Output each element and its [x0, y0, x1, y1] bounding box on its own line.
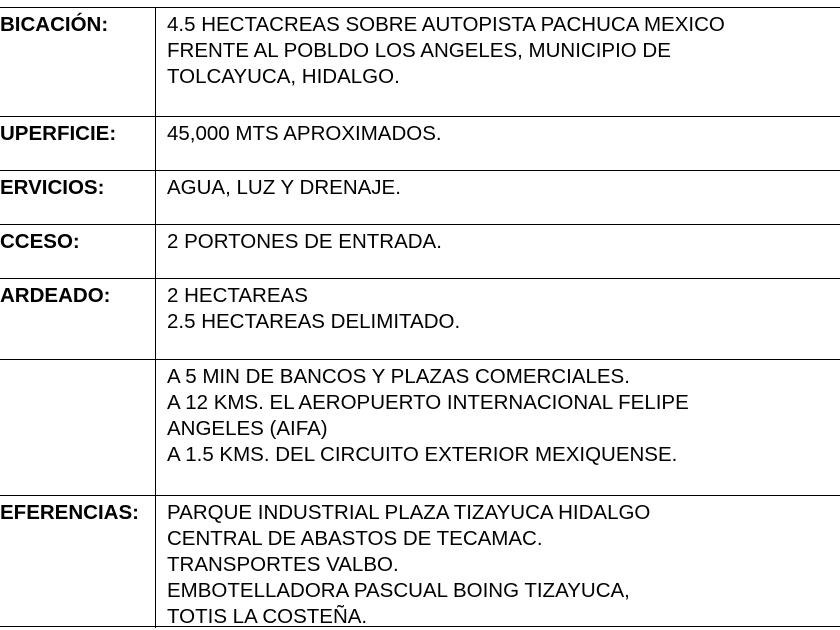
- value-line: 45,000 MTS APROXIMADOS.: [167, 122, 442, 145]
- row-value: [156, 117, 840, 170]
- value-line: 2 HECTAREAS: [167, 284, 308, 307]
- value-line: TOLCAYUCA, HIDALGO.: [167, 65, 400, 88]
- row-label: [0, 360, 156, 495]
- row-label: CCESO:: [0, 225, 156, 278]
- value-line: 2.5 HECTAREAS DELIMITADO.: [167, 310, 461, 333]
- table-row-ubicacion: [0, 8, 840, 117]
- value-line: CENTRAL DE ABASTOS DE TECAMAC.: [167, 527, 543, 550]
- row-label: UPERFICIE:: [0, 117, 156, 170]
- row-label: ERVICIOS:: [0, 171, 156, 224]
- row-label: EFERENCIAS:: [0, 496, 156, 628]
- value-line: A 1.5 KMS. DEL CIRCUITO EXTERIOR MEXIQUENSE.: [167, 443, 678, 466]
- table-row-superficie: [0, 117, 840, 171]
- table-row-bardeado: [0, 279, 840, 360]
- value-line: 4.5 HECTACREAS SOBRE AUTOPISTA PACHUCA MEXICO: [167, 13, 725, 36]
- row-label: BICACIÓN:: [0, 8, 156, 116]
- table-row-servicios: [0, 171, 840, 225]
- row-value: [156, 225, 840, 278]
- value-line: FRENTE AL POBLDO LOS ANGELES, MUNICIPIO DE: [167, 39, 671, 62]
- value-line: 2 PORTONES DE ENTRADA.: [167, 230, 442, 253]
- row-label: ARDEADO:: [0, 279, 156, 359]
- row-value: [156, 171, 840, 224]
- value-line: ANGELES (AIFA): [167, 417, 328, 440]
- value-line: TRANSPORTES VALBO.: [167, 553, 399, 576]
- value-line: AGUA, LUZ Y DRENAJE.: [167, 176, 401, 199]
- value-line: EMBOTELLADORA PASCUAL BOING TIZAYUCA,: [167, 579, 630, 602]
- table-row-referencias: [0, 496, 840, 628]
- row-value: [156, 279, 840, 359]
- property-info-table: [0, 7, 840, 627]
- row-value: [156, 8, 840, 116]
- value-line: PARQUE INDUSTRIAL PLAZA TIZAYUCA HIDALGO: [167, 501, 651, 524]
- table-row-acceso: [0, 225, 840, 279]
- value-line: A 5 MIN DE BANCOS Y PLAZAS COMERCIALES.: [167, 365, 630, 388]
- value-line: A 12 KMS. EL AEROPUERTO INTERNACIONAL FELIPE: [167, 391, 689, 414]
- row-value: [156, 360, 840, 495]
- value-line: TOTIS LA COSTEÑA.: [167, 605, 368, 628]
- row-value: [156, 496, 840, 628]
- table-row-ubicacion-cercana: [0, 360, 840, 496]
